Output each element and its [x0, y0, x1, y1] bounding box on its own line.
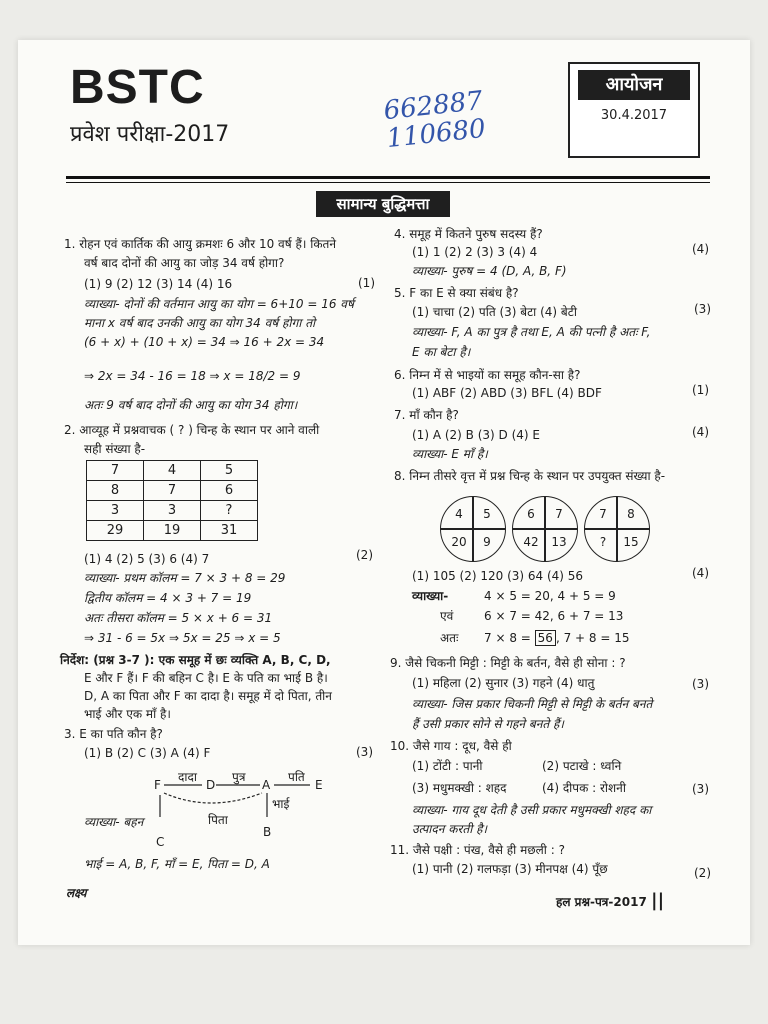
page-mark: || [651, 890, 665, 911]
circle-value: 7 [555, 507, 563, 521]
q7-exp: व्याख्या- E माँ है। [412, 447, 488, 461]
circle-value: 13 [551, 535, 567, 549]
matrix-row [87, 501, 258, 521]
q1-answer: (1) [358, 276, 375, 290]
q2-matrix [86, 460, 258, 541]
node-c: C [156, 835, 165, 849]
label-pati: पति [288, 770, 305, 784]
matrix-cell: 19 [144, 521, 201, 541]
q2-exp4: ⇒ 31 - 6 = 5x ⇒ 5x = 25 ⇒ x = 5 [84, 631, 281, 645]
footer-right [556, 890, 664, 911]
label-bhai: भाई [272, 797, 290, 811]
circle-value: 5 [483, 507, 491, 521]
directions-line3: D, A का पिता और F का दादा है। समूह में दो पिता, तीन [84, 689, 332, 703]
q11-question: 11. जैसे पक्षी : पंख, वैसे ही मछली : ? [390, 843, 565, 857]
q9-answer: (3) [692, 677, 709, 691]
circle-divider-h [513, 528, 577, 530]
q8-exp1: 4 × 5 = 20, 4 + 5 = 9 [484, 589, 616, 603]
edge-f-a-curve [164, 793, 262, 803]
circle-value: 42 [523, 535, 539, 549]
q5-exp2: E का बेटा है। [412, 345, 471, 359]
label-dada: दादा [178, 770, 197, 784]
q5-question: 5. F का E से क्या संबंध है? [394, 286, 519, 300]
q4-exp: व्याख्या- पुरुष = 4 (D, A, B, F) [412, 264, 567, 278]
event-box [568, 62, 700, 158]
matrix-cell: 29 [87, 521, 144, 541]
label-vyakhya-bahan: व्याख्या- बहन [84, 815, 144, 829]
q8-exp3-label: अतः [440, 631, 459, 645]
q9-exp2: हैं उसी प्रकार सोने से गहने बनते हैं। [412, 717, 564, 731]
q8-exp2: 6 × 7 = 42, 6 + 7 = 13 [484, 609, 624, 623]
q10-question: 10. जैसे गाय : दूध, वैसे ही [390, 739, 512, 753]
matrix-cell: 31 [201, 521, 258, 541]
q9-exp1: व्याख्या- जिस प्रकार चिकनी मिट्टी से मिट्टी के बर्तन बनते [412, 697, 653, 711]
circle-divider-h [585, 528, 649, 530]
node-f: F [154, 778, 161, 792]
header-rule-thin [66, 182, 710, 183]
circle-value: 7 [599, 507, 607, 521]
matrix-cell: 8 [87, 481, 144, 501]
q8-question: 8. निम्न तीसरे वृत्त में प्रश्न चिन्ह के स्थान पर उपयुक्त संख्या है- [394, 469, 666, 483]
q4-options: (1) 1 (2) 2 (3) 3 (4) 4 [412, 245, 538, 259]
q3-options: (1) B (2) C (3) A (4) F [84, 746, 211, 760]
q5-answer: (3) [694, 302, 711, 316]
circle-value: 15 [623, 535, 639, 549]
q1-options: (1) 9 (2) 12 (3) 14 (4) 16 [84, 277, 233, 291]
matrix-cell: ? [201, 501, 258, 521]
node-e: E [315, 778, 323, 792]
q8-options: (1) 105 (2) 120 (3) 64 (4) 56 [412, 569, 584, 583]
directions-line1: निर्देश: (प्रश्न 3-7 ): एक समूह में छः व्यक्ति A, B, C, D, [60, 653, 331, 667]
directions-line4: भाई और एक माँ है। [84, 707, 171, 721]
q1-exp2: माना x वर्ष बाद उनकी आयु का योग 34 वर्ष होगा तो [84, 316, 316, 330]
label-putra: पुत्र [232, 770, 246, 784]
q11-options: (1) पानी (2) गलफड़ा (3) मीनपक्ष (4) पूँछ [412, 862, 608, 876]
circle-value: 20 [451, 535, 467, 549]
q8-exp3-answer-box: 56 [535, 630, 556, 646]
q2-exp2: द्वितीय कॉलम = 4 × 3 + 7 = 19 [84, 591, 252, 605]
q10-opt4: (4) दीपक : रोशनी [542, 781, 626, 795]
circle-value: 4 [455, 507, 463, 521]
q3-question: 3. E का पति कौन है? [64, 727, 163, 741]
q6-answer: (1) [692, 383, 709, 397]
event-date: 30.4.2017 [600, 108, 668, 123]
q10-answer: (3) [692, 782, 709, 796]
q9-options: (1) महिला (2) सुनार (3) गहने (4) धातु [412, 676, 595, 690]
q1-exp5: अतः 9 वर्ष बाद दोनों की आयु का योग 34 होगा। [84, 398, 298, 412]
handwritten-line-2: 110680 [385, 113, 488, 155]
q11-answer: (2) [694, 866, 711, 880]
q4-question: 4. समूह में कितने पुरुष सदस्य हैं? [394, 227, 543, 241]
matrix-cell: 3 [87, 501, 144, 521]
footer-left: लक्ष्य [66, 886, 87, 900]
circle-value: 8 [627, 507, 635, 521]
q2-line1: 2. आव्यूह में प्रश्नवाचक ( ? ) चिन्ह के स्थान पर आने वाली [64, 423, 320, 437]
node-b: B [263, 825, 272, 839]
q2-answer: (2) [356, 548, 373, 562]
matrix-cell: 6 [201, 481, 258, 501]
circle-divider-h [441, 528, 505, 530]
q1-exp4: ⇒ 2x = 34 - 16 = 18 ⇒ x = 18/2 = 9 [84, 369, 301, 383]
q6-options: (1) ABF (2) ABD (3) BFL (4) BDF [412, 386, 602, 400]
q3-exp: भाई = A, B, F, माँ = E, पिता = D, A [84, 857, 270, 871]
matrix-row [87, 521, 258, 541]
q8-answer: (4) [692, 566, 709, 580]
q4-answer: (4) [692, 242, 709, 256]
matrix-cell: 5 [201, 461, 258, 481]
q8-exp2-label: एवं [440, 609, 454, 623]
matrix-row [87, 461, 258, 481]
brand-title: BSTC [70, 61, 205, 114]
q2-options: (1) 4 (2) 5 (3) 6 (4) 7 [84, 552, 210, 566]
circle-value: ? [599, 535, 607, 549]
handwritten-numbers [382, 87, 487, 153]
q1-exp1: व्याख्या- दोनों की वर्तमान आयु का योग = 6+10 = 16 वर्ष [84, 297, 354, 311]
matrix-cell: 3 [144, 501, 201, 521]
q10-opt3: (3) मधुमक्खी : शहद [412, 781, 507, 795]
exam-subtitle: प्रवेश परीक्षा-2017 [70, 122, 230, 147]
q10-opt1: (1) टोंटी : पानी [412, 759, 483, 773]
q2-line2: सही संख्या है- [84, 442, 146, 456]
q6-question: 6. निम्न में से भाइयों का समूह कौन-सा है? [394, 368, 581, 382]
q7-question: 7. माँ कौन है? [394, 408, 459, 422]
q10-exp2: उत्पादन करती है। [412, 822, 488, 836]
number-circle-1 [440, 496, 506, 562]
number-circle-2 [512, 496, 578, 562]
q7-options: (1) A (2) B (3) D (4) E [412, 428, 540, 442]
q3-answer: (3) [356, 745, 373, 759]
q10-opt2: (2) पटाखे : ध्वनि [542, 759, 622, 773]
node-a: A [262, 778, 271, 792]
q8-exp3-post: , 7 + 8 = 15 [555, 631, 630, 645]
node-d: D [206, 778, 216, 792]
q5-exp1: व्याख्या- F, A का पुत्र है तथा E, A की पत्नी है अतः F, [412, 325, 651, 339]
q10-exp1: व्याख्या- गाय दूध देती है उसी प्रकार मधुमक्खी शहद का [412, 803, 652, 817]
q1-line2: वर्ष बाद दोनों की आयु का जोड़ 34 वर्ष होगा? [84, 256, 285, 270]
directions-line2: E और F हैं। F की बहिन C है। E के पति का भाई B है। [84, 671, 328, 685]
q1-line1: 1. रोहन एवं कार्तिक की आयु क्रमशः 6 और 10 वर्ष हैं। कितने [64, 237, 337, 251]
number-circle-3 [584, 496, 650, 562]
header-rule [66, 176, 710, 179]
matrix-cell: 7 [87, 461, 144, 481]
q8-exp3 [484, 630, 629, 646]
handwritten-line-1: 662887 [382, 85, 485, 127]
matrix-cell: 4 [144, 461, 201, 481]
q8-exp1-label: व्याख्या- [412, 589, 449, 603]
q2-exp1: व्याख्या- प्रथम कॉलम = 7 × 3 + 8 = 29 [84, 571, 286, 585]
q9-question: 9. जैसे चिकनी मिट्टी : मिट्टी के बर्तन, वैसे ही सोना : ? [390, 656, 626, 670]
circle-value: 6 [527, 507, 535, 521]
q2-exp3: अतः तीसरा कॉलम = 5 × x + 6 = 31 [84, 611, 273, 625]
q1-exp3: (6 + x) + (10 + x) = 34 ⇒ 16 + 2x = 34 [84, 335, 325, 349]
event-label: आयोजन [578, 70, 690, 100]
label-pita: पिता [208, 813, 228, 827]
q7-answer: (4) [692, 425, 709, 439]
matrix-cell: 7 [144, 481, 201, 501]
matrix-row [87, 481, 258, 501]
footer-right-text: हल प्रश्न-पत्र-2017 [556, 895, 647, 909]
circle-value: 9 [483, 535, 491, 549]
section-title: सामान्य बुद्धिमत्ता [316, 191, 450, 217]
q5-options: (1) चाचा (2) पति (3) बेटा (4) बेटी [412, 305, 577, 319]
q8-exp3-pre: 7 × 8 = [484, 631, 531, 645]
